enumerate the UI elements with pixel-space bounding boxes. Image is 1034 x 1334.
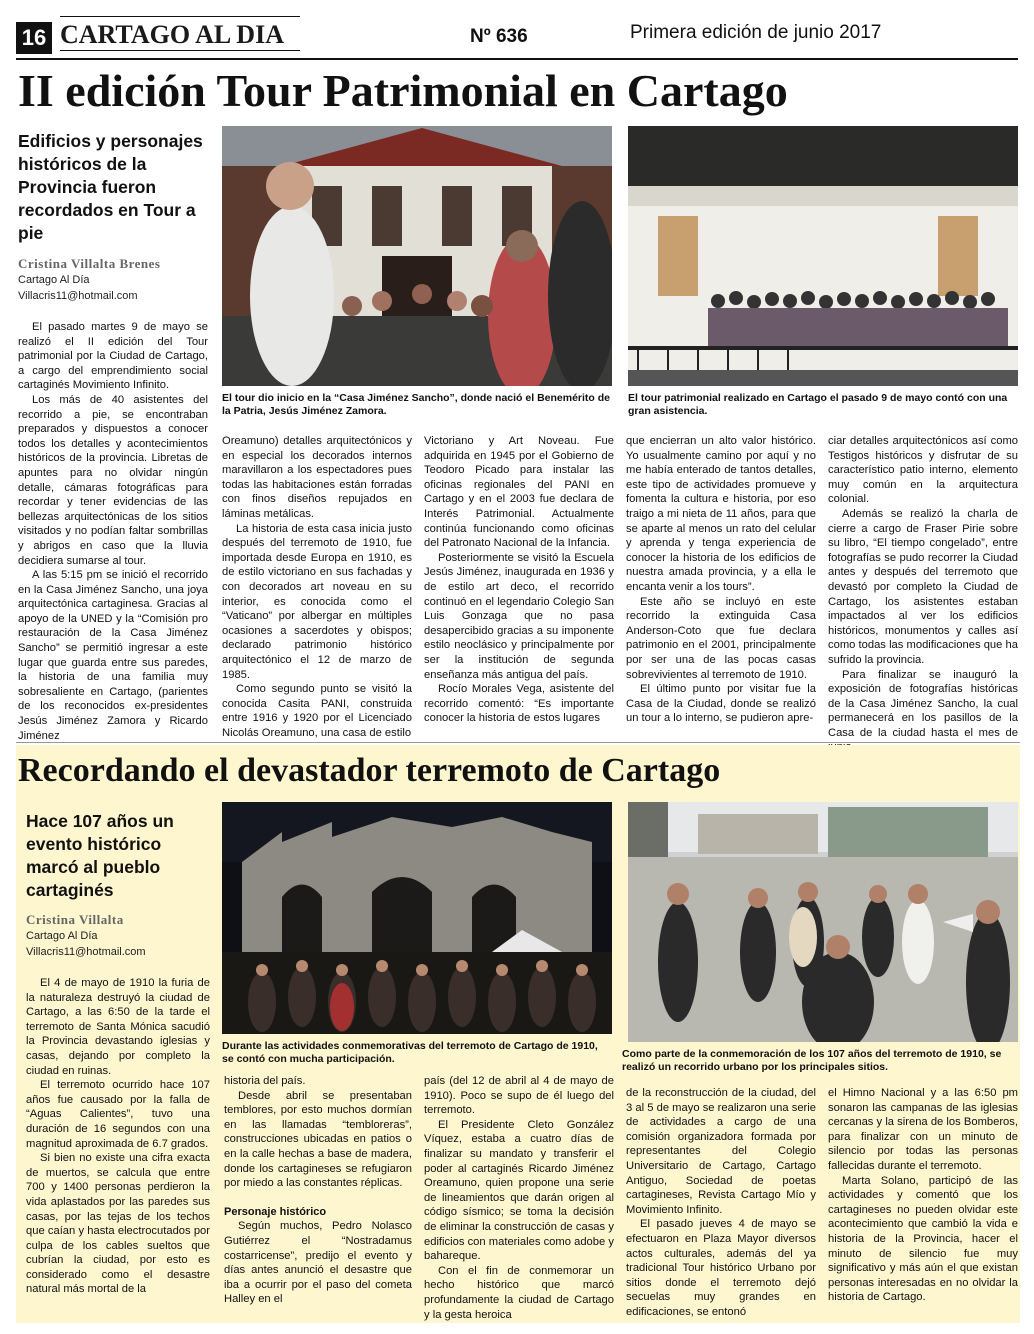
paragraph: Rocío Morales Vega, asistente del recorrido comentó: “Es importante conocer la historia de estos lugares [424,683,614,725]
article1-deck: Edificios y personajes históricos de la Provincia fueron recordados en Tour a pie [18,131,203,243]
paragraph: La historia de esta casa inicia justo después del terremoto de 1910, fue importada desde Europa en 1910, es de estilo victoriano en sus fachadas y con decorados art noveau en su interior, es conocida como el “Vaticano” por albergar en múltiples ocasiones a sacerdotes y obispos; declarado patrimonio histórico arquitectónico el 12 de marzo de 1985. [222,522,412,681]
article2-column-4 [626,1086,816,1320]
paragraph: que encierran un alto valor histórico. Yo usualmente camino por aquí y no me había enterado de tantos detalles, este tipo de actividades promueve y fomenta la cultura e historia, por eso traigo a mi nieta de 11 años, para que se aparte al menos un rato del celular y aprenda y tenga experiencia de conocer la historia de los edificios de nuestra amada provincia, y a ella le encanta venir a los tours”. [626,435,816,593]
masthead-logo: CARTAGO AL DIA [60,20,284,49]
paragraph: Según muchos, Pedro Nolasco Gutiérrez el “Nostradamus costarricense”, predijo el evento y días antes anunció el desastre que iba a ocurrir por el paso del cometa Halley en el [224,1220,412,1306]
article2-caption-2: Como parte de la conmemoración de los 107 años del terremoto de 1910, se realizó un recorrido urbano por los principales sitios. [622,1048,1002,1073]
masthead-rule-bottom [60,50,300,51]
subhead-personaje-historico: Personaje histórico [224,1205,327,1218]
article2-deck: Hace 107 años un evento histórico marcó al pueblo cartaginés [26,811,174,900]
article1-headline: II edición Tour Patrimonial en Cartago [18,65,788,116]
article1-column-1 [18,320,208,743]
article2-caption-1: Durante las actividades conmemorativas del terremoto de Cartago de 1910, se contó con mucha participación. [222,1040,598,1065]
article1-caption-1: El tour dio inicio en la “Casa Jiménez Sancho”, donde nació el Benemérito de la Patria, Jesús Jiménez Zamora. [222,392,611,417]
paragraph: Con el fin de conmemorar un hecho histórico que marcó profundamente la ciudad de Cartago y la gesta heroica [424,1264,614,1321]
article2-column-3 [424,1074,614,1322]
article1-author: Cristina Villalta Brenes [18,256,161,271]
paragraph: Además se realizó la charla de cierre a cargo de Fraser Pirie sobre su libro, “El tiempo congelado”, entre fotografías se pudo recorrer la Ciudad antes y después del terremoto que devastó por completo la Ciudad de Cartago, los asistentes estaban impactados al ver los edificios históricos, monumentos y calles así como todas las modificaciones que ha sufrido la provincia. [828,507,1018,666]
paragraph: historia del país. [224,1075,306,1087]
article1-column-3 [424,434,614,726]
paragraph: El pasado martes 9 de mayo se realizó el II edición del Tour patrimonial por la Ciudad de Cartago, a cargo del emprendimiento social cartaginés Movimiento Infinito. [18,321,208,392]
issue-number: Nº 636 [470,26,528,47]
paragraph: Este año se incluyó en este recorrido la extinguida Casa Anderson-Coto que fue declara patrimonio en el 2001, principalmente por ser una de las pocas casas sobrevivientes al terremoto de 1910. [626,595,816,681]
page-number: 16 [16,22,52,54]
article1-outlet: Cartago Al Día [18,274,90,286]
article2-byline [26,912,211,960]
article1-column-2 [222,434,412,740]
paragraph: Para finalizar se inauguró la exposición de fotografías históricas de la Casa Jiménez Sancho, la cual permanecerá en los pasillos de la Casa de la ciudad hasta el mes de [828,668,1018,739]
paragraph: Los más de 40 asistentes del recorrido a pie, se encontraban preparados y dispuestos a conocer todos los detalles y acontecimientos históricos de la provincia. Libretas de apuntes para no olvidar ningún detalle, cámaras fotográficas para recordar y tener evidencias de las bellezas arquitectónicas de los sitios visitados y no podían faltar sombrillas y abrigos en caso que la lluvia decidiera sumarse al tour. [18,393,208,567]
article2-column-5 [828,1086,1018,1305]
paragraph: A las 5:15 pm se inició el recorrido en la Casa Jiménez Sancho, una joya arquitectónica cartaginesa. Gracias al apoyo de la UNED y la “Comisión pro restauración de la Casa Jiménez Sancho” se permitió ingresar a este lugar que guarda entre sus paredes, la historia de una familia muy sobresaliente en Cartago, (parientes de los reconocidos ex-presidentes Jesús Jiménez Zamora y Ricardo Jiménez [18,569,208,742]
section-divider [16,742,1020,743]
article2-headline: Recordando el devastador terremoto de Cartago [18,752,721,789]
paragraph: ciar detalles arquitectónicos así como Testigos históricos y disfrutar de su característico patio interno, elemento muy común en la arquitectura colonial. [828,435,1018,506]
paragraph: El último punto por visitar fue la Casa de la Ciudad, donde se realizó un tour a lo interno, se pudieron apre- [626,683,816,725]
paragraph: El 4 de mayo de 1910 la furia de la naturaleza destruyó la ciudad de Cartago, a las 6:50 de la tarde el terremoto de Santa Mónica sacudió la Provincia devastando iglesias y casas, dejando por completo la ciudad en ruinas. [26,977,210,1077]
paragraph: Oreamuno) detalles arquitectónicos y en especial los decorados internos maravillaron a los espectadores pues todas las habitaciones están forradas con finos diseños repujados en láminas metálicas. [222,435,412,520]
paragraph: El pasado jueves 4 de mayo se efectuaron en Plaza Mayor diversos actos culturales, además del ya tradicional Tour histórico Urbano por sitios donde el terremoto dejó secuelas muy grandes en edificaciones, se entonó [626,1218,816,1318]
article2-email: Villacris11@hotmail.com [26,946,146,958]
article1-byline [18,256,218,304]
article2-column-1 [26,976,210,1297]
paragraph: El Presidente Cleto González Víquez, estaba a cuatro días de finalizar su mandato y transferir el poder al cartaginés Ricardo Jiménez Oreamuno, quien propone una serie de lineamientos que darán origen al código sísmico; se toma la decisión de eliminar la construcción de casas y edificios con materiales como adobe y bahareque. [424,1118,614,1263]
article1-caption-2: El tour patrimonial realizado en Cartago el pasado 9 de mayo contó con una gran asistencia. [628,392,1008,417]
article1-column-5 [828,434,1018,755]
article2-author: Cristina Villalta [26,912,124,927]
paragraph: Como segundo punto se visitó la conocida Casita PANI, construida entre 1916 y 1920 por el Licenciado Nicolás Oreamuno, una casa de estilo [222,683,412,739]
page-header [0,0,1034,60]
paragraph: país (del 12 de abril al 4 de mayo de 1910). Poco se supo de él luego del terremoto. [424,1075,614,1117]
article2-outlet: Cartago Al Día [26,930,98,942]
edition-date: Primera edición de junio 2017 [630,22,882,43]
header-divider [16,58,1018,60]
photo-casa-jimenez-sancho [222,126,612,386]
masthead-rule-top [60,16,300,17]
article1-email: Villacris11@hotmail.com [18,290,138,302]
photo-ruins-night [222,802,612,1034]
paragraph: Victoriano y Art Noveau. Fue adquirida en 1945 por el Gobierno de Teodoro Picado para instalar las oficinas regionales del PANI en Cartago y en el 2003 fue declara de Interés Patrimonial. Actualmente continúa funcionando como oficinas del Patronato Nacional de la Infancia. [424,435,614,550]
article1-column-4 [626,434,816,726]
paragraph: Posteriormente se visitó la Escuela Jesús Jiménez, inaugurada en 1936 y de estilo art deco, el recorrido continuó en el legendario Colegio San Luis Gonzaga que no pasa desapercibido gracias a su imponente estilo neoclásico y principalmente por ser la institución de segunda enseñanza más antigua del país. [424,551,614,681]
photo-urban-tour-plaza [628,802,1018,1042]
paragraph: El terremoto ocurrido hace 107 años fue causado por la falla de “Aguas Calientes”, tuvo una duración de 16 segundos con una magnitud aproximada de 6.7 grados. [26,1079,210,1150]
photo-group-balcony [628,126,1018,386]
paragraph: el Himno Nacional y a las 6:50 pm sonaron las campanas de las iglesias cercanas y la sirena de los Bomberos, para finalizar con un minuto de silencio por todas las personas fallecidas durante el terremoto. [828,1087,1018,1172]
article2-column-2 [224,1074,412,1307]
paragraph: Marta Solano, participó de las actividades y comentó que los cartagineses no pueden olvidar este acontecimiento que cambió la vida e historia de la Provincia, hacer el minuto de silencio fue muy significativo y más aún el que existan personas interesadas en no olvidar la historia de Cartago. [828,1174,1018,1304]
paragraph: Si bien no existe una cifra exacta de muertos, se calcula que entre 700 y 1400 personas perdieron la vida aplastados por las paredes sus casas, por las tejas de los techos que caían y hasta electrocutados por culpa de los cables sueltos que cubrían la ciudad, por esto es considerado como el desastre natural más mortal de la [26,1152,210,1296]
paragraph: de la reconstrucción de la ciudad, del 3 al 5 de mayo se realizaron una serie de actividades a cargo de una comisión organizadora formada por representantes del Colegio Universitario de Cartago, Cartago Antiguo, Sociedad de poetas cartagineses, Revista Cartago Mío y Movimiento Infinito. [626,1087,816,1216]
paragraph: Desde abril se presentaban temblores, por esto muchos dormían en las llamadas “tembloreras”, construcciones ubicadas en patios o en la calle hechas a base de madera, donde los cartagineses se refugiaron por miedo a las constantes réplicas. [224,1089,412,1190]
